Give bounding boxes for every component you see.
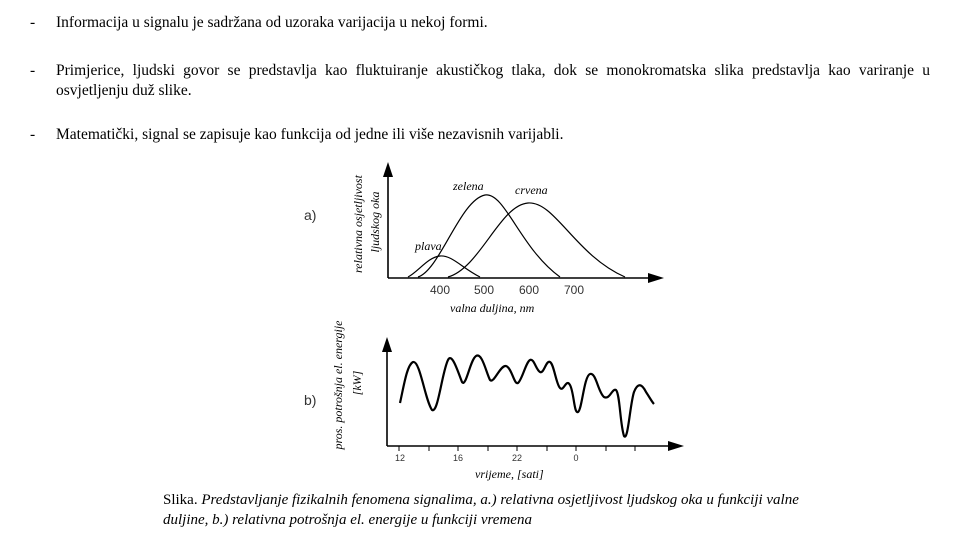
bullet-dash: -	[30, 126, 36, 143]
panel-b-tick-12: 12	[394, 453, 406, 463]
panel-b-tick-22: 22	[511, 453, 523, 463]
panel-a-axes	[383, 162, 664, 283]
panel-a-tick-400: 400	[429, 283, 451, 297]
panel-a-tick-700: 700	[563, 283, 585, 297]
caption-lead: Slika.	[163, 492, 198, 508]
panel-b-ylabel-line1: pros. potrošnja el. energije	[331, 320, 345, 450]
panel-a-ylabel-line1: relativna osjetljivost	[351, 175, 365, 273]
bullet-text: Primjerice, ljudski govor se predstavlja kao fluktuiranje akustičkog tlaka, dok se monokromatska slika predstavlja kao variranje u osvjetljenju duž slike.	[56, 62, 930, 99]
blue-sensitivity-curve	[408, 256, 480, 277]
bullet-text: Informacija u signalu je sadržana od uzoraka varijacija u nekoj formi.	[56, 14, 488, 31]
curve-label-blue: plava	[415, 239, 442, 253]
panel-b-tick-16: 16	[452, 453, 464, 463]
bullet-dash: -	[30, 62, 36, 79]
green-sensitivity-curve	[418, 195, 560, 277]
panel-a-ylabel-line2: ljudskog oka	[368, 191, 382, 253]
panel-b-ylabel-line2: [kW]	[350, 370, 364, 396]
panel-a-label: a)	[304, 207, 317, 223]
energy-consumption-signal	[400, 355, 654, 436]
panel-b-axes	[382, 337, 684, 451]
bullet-text: Matematički, signal se zapisuje kao funkcija od jedne ili više nezavisnih varijabli.	[56, 126, 564, 143]
panel-a-xlabel: valna duljina, nm	[450, 301, 535, 315]
curve-label-red: crvena	[515, 183, 548, 197]
curve-label-green: zelena	[453, 179, 484, 193]
figure-caption	[163, 490, 843, 530]
bullet-dash: -	[30, 14, 36, 31]
red-sensitivity-curve	[448, 203, 625, 277]
panel-b-tick-0: 0	[573, 453, 579, 463]
panel-b-xlabel: vrijeme, [sati]	[475, 467, 544, 481]
panel-b-label: b)	[304, 392, 317, 408]
panel-a-tick-600: 600	[518, 283, 540, 297]
panel-a-tick-500: 500	[473, 283, 495, 297]
caption-text: Predstavljanje fizikalnih fenomena signalima, a.) relativna osjetljivost ljudskog oka u funkciji valne duljine, b.) relativna potrošnja el. energije u funkciji vremena	[163, 492, 799, 528]
